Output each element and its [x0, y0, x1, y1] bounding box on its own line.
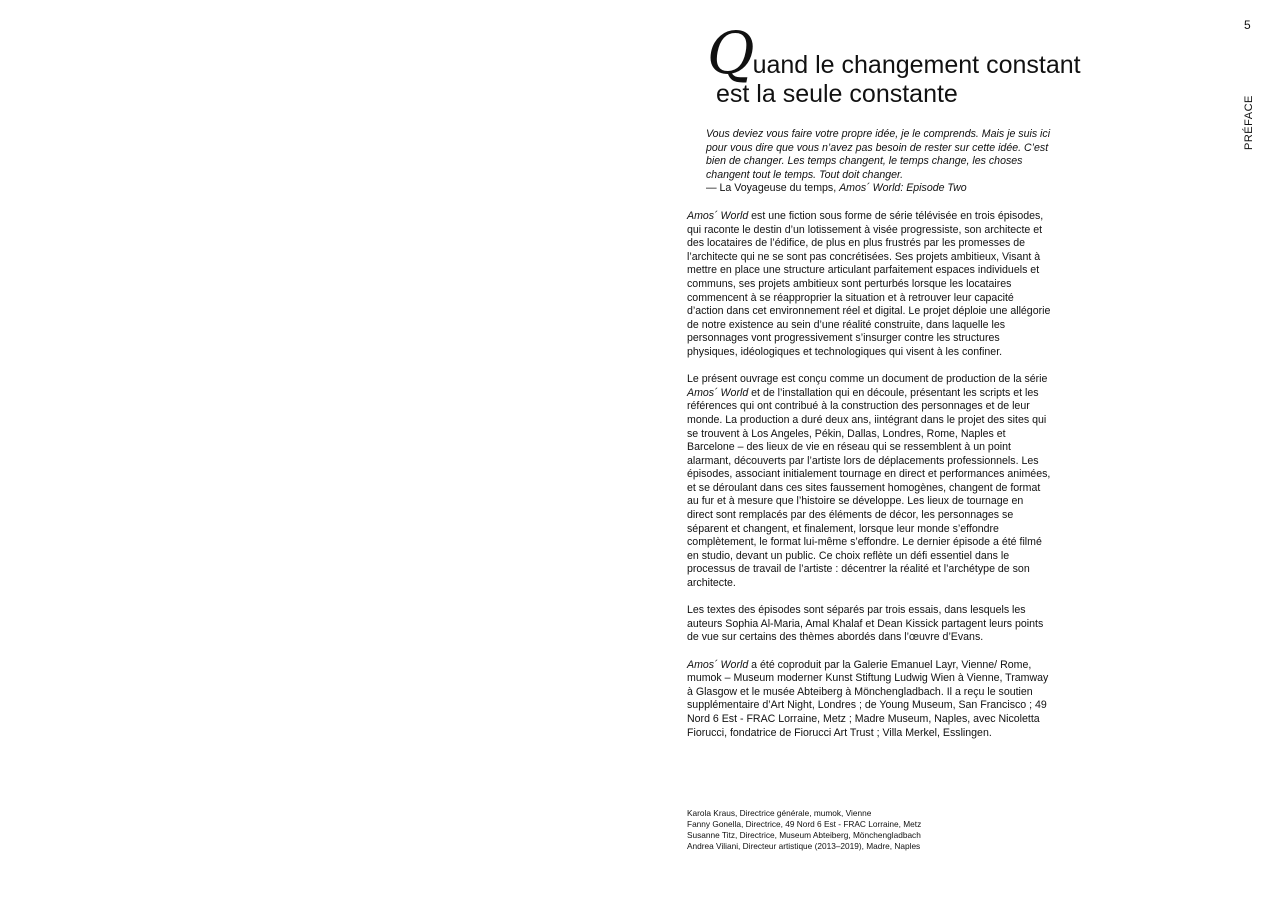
paragraph-2 [687, 373, 1052, 591]
epigraph [706, 128, 1051, 196]
epigraph-text: Vous deviez vous faire votre propre idée, je le comprends. Mais je suis ici pour vous dire que vous n’avez pas besoin de rester sur cette idée. C’est bien de changer. Les temps changent, le temps change, les choses changent tout le temps. Tout doit changer. [706, 128, 1051, 181]
paragraph-2-text-before: Le présent ouvrage est conçu comme un document de production de la série [687, 373, 1048, 386]
title-dropcap: Q [707, 19, 753, 87]
epigraph-attribution-prefix: — La Voyageuse du temps, [706, 182, 840, 195]
signature-line: Andrea Viliani, Directeur artistique (2013–2019), Madre, Naples [687, 840, 921, 851]
page-title [707, 19, 1127, 109]
work-title: Amos´ World [687, 386, 749, 399]
signature-line: Karola Kraus, Directrice générale, mumok, Vienne [687, 808, 872, 818]
work-title: Amos´ World [687, 210, 749, 222]
paragraph-4 [687, 659, 1052, 741]
signature-line: Fanny Gonella, Directrice, 49 Nord 6 Est - FRAC Lorraine, Metz [687, 818, 922, 829]
paragraph-2-text-after: et de l’installation qui en découle, présentant les scripts et les références qui ont contribué à la construction des personnages et de leur monde. La production a duré deux ans, iintégrant dans le projet des sites qui se trouvent à Los Angeles, Pékin, Dallas, Londres, Rome, Naples et Barcelone – des lieux de vie en réseau qui se ressemblent à un point alarmant, découverts par l’artiste lors de déplacements professionnels. Les épisodes, associant initialement tournage en direct et performances animées, et se déroulant dans ces sites faussement homogènes, changent de format au fur et à mesure que l’histoire se développe. Les lieux de tournage en direct sont remplacés par des éléments de décor, les personnages se séparent et changent, et finalement, lorsque leur monde s’effondre complètement, le format lui-même s’effondre. Le dernier épisode a été filmé en studio, devant un public. Ce choix reflète un défi essentiel dans le processus de travail de l’artiste : décentrer la réalité et l’archétype de son architecte. [687, 386, 1051, 590]
signatures [687, 808, 1052, 852]
paragraph-1-text: est une fiction sous forme de série télévisée en trois épisodes, qui raconte le destin d’un lotissement à visée progressiste, son architecte et des locataires de l’édifice, de plus en plus frustrés par les promesses de l’architecte qui ne se sont pas concrétisées. Ses projets ambitieux, Visant à mettre en place une structure articulant parfaitement espaces individuels et communs, ses projets ambitieux sont perturbés lorsque les locataires commencent à se réapproprier la situation et à retrouver leur capacité d’action dans cet environnement réel et digital. Le projet déploie une allégorie de notre existence au sein d’une réalité construite, dans laquelle les personnages vont progressivement s’insurger contre les structures physiques, idéologiques et technologiques qui visent à les confiner. [687, 210, 1051, 358]
epigraph-attribution [706, 182, 967, 194]
work-title: Amos´ World [687, 658, 749, 671]
paragraph-4-text: a été coproduit par la Galerie Emanuel Layr, Vienne/ Rome, mumok – Museum moderner Kunst Stiftung Ludwig Wien à Vienne, Tramway à Glasgow et le musée Abteiberg à Mönchengladbach. Il a reçu le soutien supplémentaire d’Art Night, Londres ; de Young Museum, San Francisco ; 49 Nord 6 Est - FRAC Lorraine, Metz ; Madre Museum, Naples, avec Nicoletta Fiorucci, fondatrice de Fiorucci Art Trust ; Villa Merkel, Esslingen. [687, 658, 1049, 739]
page-number: 5 [1244, 18, 1251, 32]
body-text [687, 210, 1052, 754]
paragraph-3: Les textes des épisodes sont séparés par trois essais, dans lesquels les auteurs Sophia Al-Maria, Amal Khalaf et Dean Kissick partagent leurs points de vue sur certains des thèmes abordés dans l’œuvre d’Evans. [687, 604, 1044, 644]
title-line-2: est la seule constante [716, 80, 958, 108]
epigraph-attribution-source: Amos´ World: Episode Two [839, 182, 967, 195]
paragraph-1 [687, 210, 1052, 360]
title-line-1-text: uand le changement constant [752, 51, 1081, 79]
section-label: PRÉFACE [1243, 95, 1255, 150]
signature-line: Susanne Titz, Directrice, Museum Abteiberg, Mönchengladbach [687, 829, 921, 840]
title-line-1 [707, 19, 1127, 87]
